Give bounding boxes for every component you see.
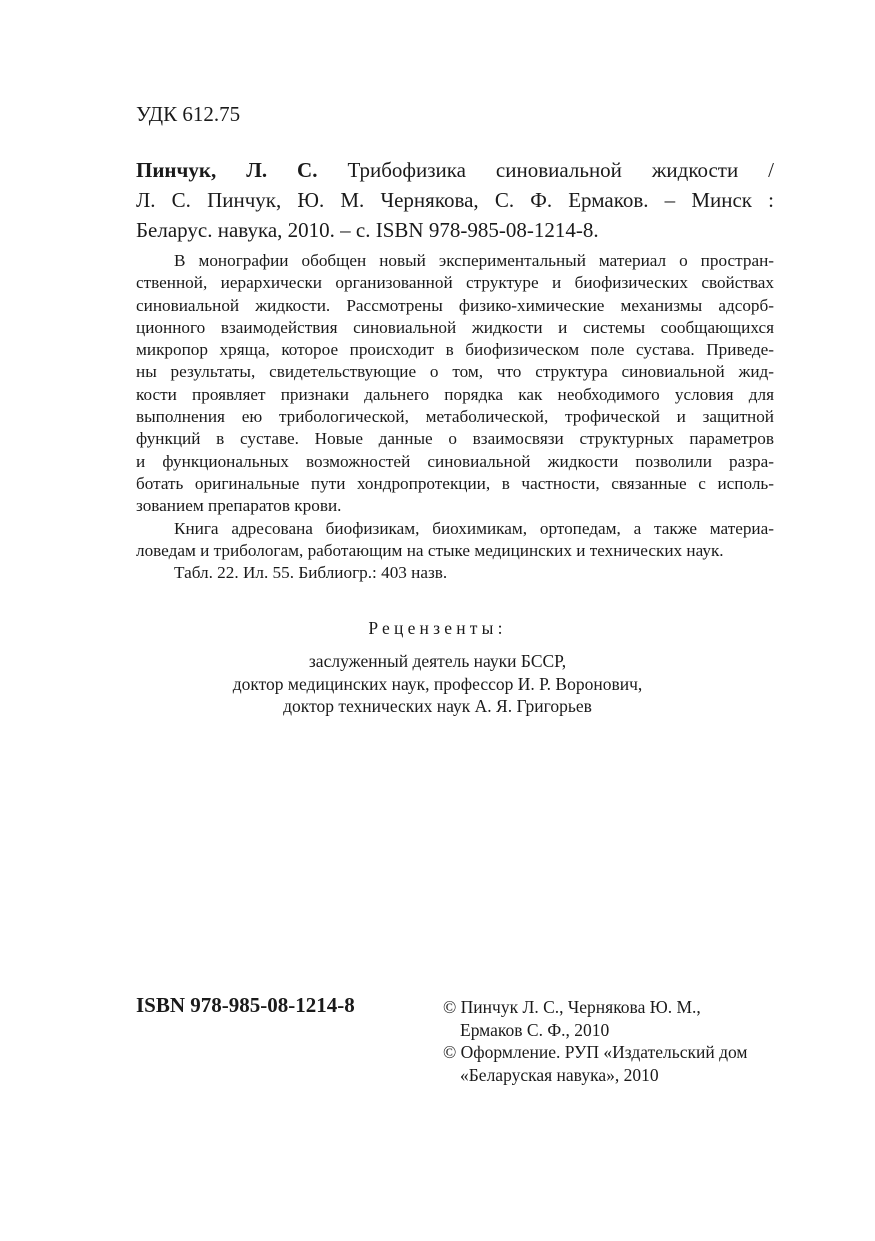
audience-line: Книга адресована биофизикам, биохимикам, ортопедам, а также материа- bbox=[174, 518, 774, 538]
copyright-block bbox=[443, 996, 788, 1086]
abstract-line: функций в суставе. Новые данные о взаимосвязи структурных параметров bbox=[136, 429, 774, 449]
abstract-line: ционного взаимодействия синовиальной жидкости и системы сообщающихся bbox=[136, 317, 774, 337]
reviewer-line: доктор технических наук А. Я. Григорьев bbox=[283, 696, 592, 716]
abstract-line: ны результаты, свидетельствующие о том, что структура синовиальной жид- bbox=[136, 362, 774, 382]
copyright-line: © Пинчук Л. С., Чернякова Ю. М., bbox=[443, 997, 701, 1017]
abstract-line: и функциональных возможностей синовиальной жидкости позволили разра- bbox=[136, 451, 774, 471]
abstract-line: ственной, иерархически организованной структуре и биофизических свойствах bbox=[136, 273, 774, 293]
bibliographic-record bbox=[136, 155, 774, 245]
author-name: Пинчук, Л. С. bbox=[136, 158, 318, 182]
isbn: ISBN 978-985-08-1214-8 bbox=[136, 993, 355, 1017]
abstract-line: микропор хряща, которое происходит в биофизическом поле сустава. Приведе- bbox=[136, 340, 774, 360]
abstract-line: синовиальной жидкости. Рассмотрены физико-химические механизмы адсорб- bbox=[136, 295, 774, 315]
biblio-line-2: Л. С. Пинчук, Ю. М. Чернякова, С. Ф. Ермаков. – Минск : bbox=[136, 188, 774, 212]
abstract-line: выполнения ею трибологической, метаболической, трофической и защитной bbox=[136, 407, 774, 427]
copyright-line: © Оформление. РУП «Издательский дом bbox=[443, 1042, 748, 1062]
copyright-line: «Беларуская навука», 2010 bbox=[460, 1064, 659, 1085]
reviewers-list bbox=[0, 650, 875, 718]
biblio-line-3: Беларус. навука, 2010. – с. ISBN 978-985-08-1214-8. bbox=[136, 218, 599, 242]
book-title: Трибофизика синовиальной жидкости / bbox=[347, 158, 775, 182]
biblio-line-1 bbox=[136, 155, 774, 185]
reviewer-line: доктор медицинских наук, профессор И. Р. Воронович, bbox=[232, 673, 643, 694]
udk-code: УДК 612.75 bbox=[136, 102, 241, 126]
abstract-line: В монографии обобщен новый экспериментальный материал о простран- bbox=[174, 251, 774, 270]
abstract-line: зованием препаратов крови. bbox=[136, 496, 342, 516]
reviewer-line: заслуженный деятель науки БССР, bbox=[308, 651, 567, 671]
copyright-line: Ермаков С. Ф., 2010 bbox=[460, 1019, 610, 1040]
audience-line: ловедам и трибологам, работающим на стыке медицинских и технических наук. bbox=[136, 540, 724, 560]
reviewers-heading: Рецензенты: bbox=[368, 618, 507, 638]
abstract-line: ботать оригинальные пути хондропротекции, в частности, связанные с исполь- bbox=[136, 473, 774, 493]
abstract bbox=[136, 250, 774, 584]
abstract-line: кости проявляет признаки дальнего порядка как необходимого условия для bbox=[136, 384, 774, 404]
stats-line: Табл. 22. Ил. 55. Библиогр.: 403 назв. bbox=[174, 563, 448, 583]
